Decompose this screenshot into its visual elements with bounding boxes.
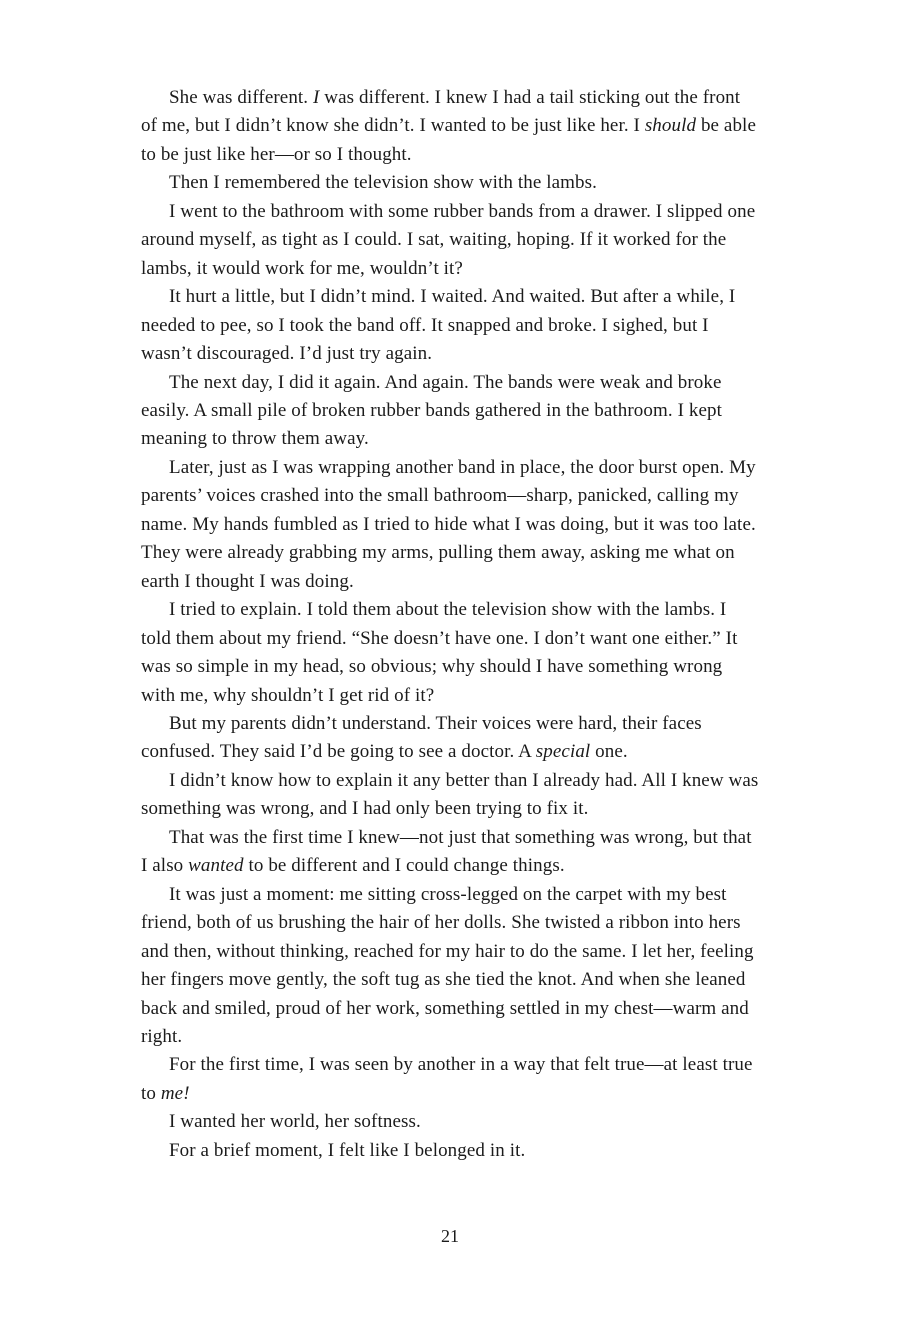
text-run: It was just a moment: me sitting cross-legged on the carpet with my best friend, both of us brushing the hair of her dolls. She twisted a ribbon into hers and then, without thinking, reached for my hair to do the same. I let her, feeling her fingers move gently, the soft tug as she tied the knot. And when she leaned back and smiled, proud of her work, something settled in my chest—warm and right. (141, 883, 754, 1047)
text-run: It hurt a little, but I didn’t mind. I waited. And waited. But after a while, I needed to pee, so I took the band off. It snapped and broke. I sighed, but I wasn’t discouraged. I’d just try again. (141, 286, 736, 365)
text-run: Later, just as I was wrapping another band in place, the door burst open. My parents’ voices crashed into the small bathroom—sharp, panicked, calling my name. My hands fumbled as I tried to hide what I was doing, but it was too late. They were already grabbing my arms, pulling them away, asking me what on earth I thought I was doing. (141, 456, 756, 592)
italic-text-run: should (644, 115, 697, 137)
italic-text-run: me! (160, 1082, 190, 1104)
text-run: I didn’t know how to explain it any better than I already had. All I knew was something was wrong, and I had only been trying to fix it. (141, 769, 759, 820)
text-run: That was the first time I knew—not just that something was wrong, but that I also (141, 826, 752, 877)
text-run: I went to the bathroom with some rubber bands from a drawer. I slipped one around myself, as tight as I could. I sat, waiting, hoping. If it worked for the lambs, it would work for me, wouldn’t it? (141, 200, 756, 279)
text-run: The next day, I did it again. And again. The bands were weak and broke easily. A small pile of broken rubber bands gathered in the bathroom. I kept meaning to throw them away. (141, 371, 722, 450)
italic-text-run: special (535, 741, 591, 763)
page-number: 21 (441, 1226, 459, 1246)
paragraph (141, 824, 761, 881)
text-run: to be different and I could change things. (243, 855, 565, 877)
paragraph (141, 283, 761, 368)
body-text-block (141, 84, 761, 1165)
paragraph (141, 710, 761, 767)
paragraph (141, 169, 761, 197)
paragraph (141, 369, 761, 454)
paragraph (141, 767, 761, 824)
paragraph (141, 881, 761, 1052)
text-run: Then I remembered the television show with the lambs. (169, 172, 597, 194)
italic-text-run: I (313, 87, 320, 108)
text-run: For a brief moment, I felt like I belonged in it. (169, 1139, 526, 1161)
paragraph (141, 1137, 761, 1165)
text-run: one. (590, 741, 628, 763)
text-run: For the first time, I was seen by another in a way that felt true—at least true to (141, 1054, 753, 1104)
text-run: She was different. (169, 87, 314, 108)
text-run: was different. I knew I had a tail sticking out the front of me, but I didn’t know she didn’t. I wanted to be just like her. I (141, 87, 741, 137)
text-run: But my parents didn’t understand. Their voices were hard, their faces confused. They said I’d be going to see a doctor. A (141, 712, 702, 763)
paragraph (141, 1051, 761, 1108)
paragraph (141, 1108, 761, 1136)
text-run: I tried to explain. I told them about the television show with the lambs. I told them about my friend. “She doesn’t have one. I don’t want one either.” It was so simple in my head, so obvious; why should I have something wrong with me, why shouldn’t I get rid of it? (141, 599, 738, 706)
paragraph (141, 84, 761, 169)
italic-text-run: wanted (188, 855, 244, 877)
text-run: I wanted her world, her softness. (169, 1111, 421, 1133)
paragraph (141, 596, 761, 710)
paragraph (141, 198, 761, 283)
text-run: be able to be just like her—or so I thought. (141, 115, 756, 165)
paragraph (141, 454, 761, 596)
